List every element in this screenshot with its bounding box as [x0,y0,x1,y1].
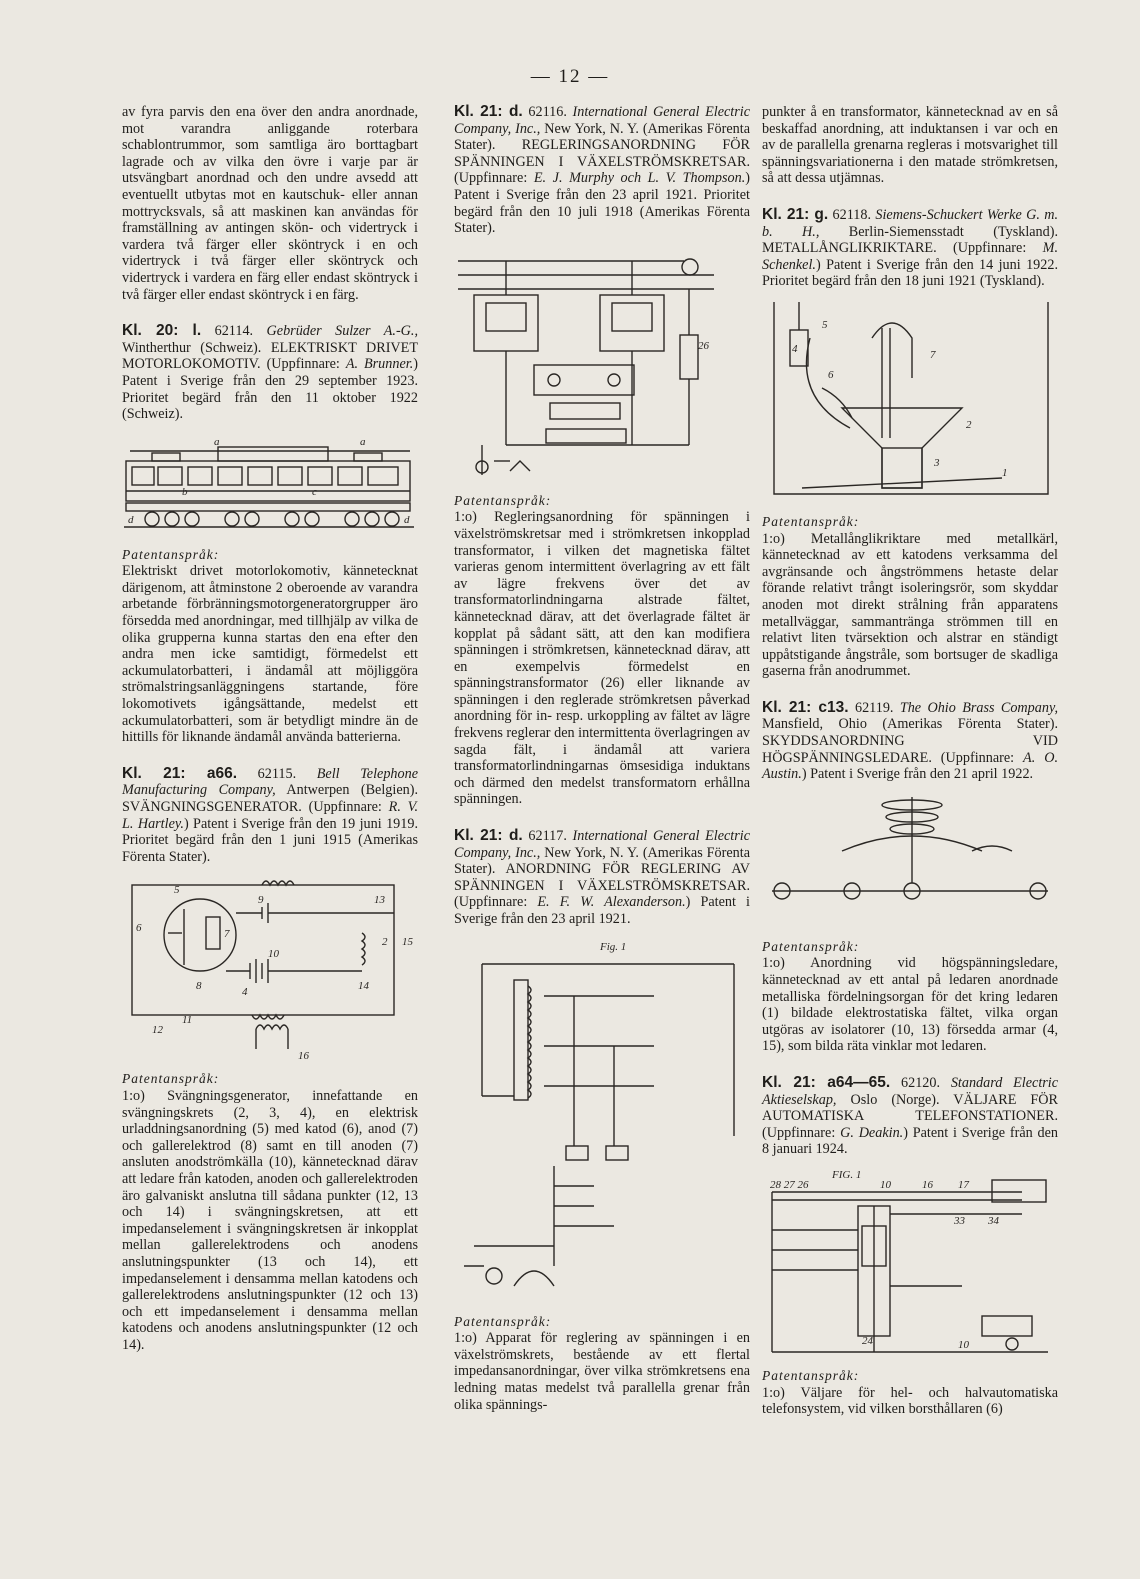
patent-company: Gebrüder Sulzer A.-G., [266,323,419,340]
patent-dates: ) Patent i Sverige från den 19 juni 1919. Prioritet begärd från den 1 juni 1915 (Amerikas Förenta Stater). [122,815,418,865]
continued-text: punkter å en transformator, kännetecknad av en så beskaffad anordning, att induktansen i var och en av de parallella grenarna regleras i motsvarighet till spänningsvariationerna i den matade strömkretsen, så att dessa utjämnas. [762,104,1058,187]
column-3 [762,104,1058,1418]
claim-text: 1:o) Metallånglikriktare med metallkärl, kännetecknad av ett katodens verksamma del avgränsande och ångströmmens hetaste delar förande relativt trångt isoleringsrör, som skyddar anoden mot direkt strålning från apparatens metallväggar, sammantränga strömmen till en relativt liten tvärsektion och alstrar en ständigt uppåtstigande ångstråle, som bortsuger de skadliga gaserna från anodrummet. [762,530,1058,680]
patent-inventor: A. O. Austin. [762,749,1059,783]
patent-number: 62117. [528,828,567,845]
fig-label: 13 [374,894,385,907]
patent-company: Siemens-Schuckert Werke G. m. b. H., [762,206,1059,240]
claims-heading: Patentanspråk: [122,546,220,562]
claims-heading: Patentanspråk: [762,1367,860,1383]
patent-inventor: M. Schenkel. [762,240,1059,273]
patent-dates: ) Patent i Sverige från den 29 september 1923. Prioritet begärd från den 11 oktober 1922 (Schweiz). [122,356,418,423]
fig-label: 1 [1002,466,1008,479]
claim-text: 1:o) Anordning vid högspänningsledare, kännetecknad av ett antal på ledaren anordnade metalliska fördelningsorgan för det kring ledaren (1) bildade elektrostatiska fältet, vilka organ utgöras av isolatorer (10, 13) försedda armar (4, 15), som bilda räta vinklar mot ledaren. [762,955,1058,1055]
regulator-circuit-figure [454,245,750,485]
patent-inventor: G. Deakin. [840,1124,904,1141]
claims-heading: Patentanspråk: [762,938,860,954]
patent-class: Kl. 21: a66. [122,764,238,782]
fig-label: 34 [988,1214,999,1227]
patent-number: 62114. [214,323,254,340]
fig-label: 9 [258,894,264,907]
claim-text: 1:o) Väljare för hel- och halvautomatiska telefonsystem, vid vilken borsthållaren (6) [762,1384,1058,1418]
claims-heading: Patentanspråk: [454,1313,552,1329]
fig-label: 16 [922,1178,933,1191]
page-number: — 12 — [530,66,610,87]
patent-class: Kl. 21: d. [454,827,523,845]
fig-label: 7 [224,928,230,941]
patent-entry-62119 [762,700,1058,1055]
patent-entry-62114 [122,323,418,746]
fig-label: 12 [152,1024,163,1037]
patent-description: Wintherthur (Schweiz). ELEKTRISKT DRIVET MOTORLOKOMOTIV. (Uppfinnare: [122,339,418,373]
fig-label: 10 [958,1338,969,1351]
patent-company: International General Electric Company, Inc., [454,828,751,861]
fig-label: 24 [862,1334,873,1347]
fig-label: 14 [358,980,369,993]
patent-company: Bell Telephone Manufacturing Company, [122,765,418,799]
fig-label: 6 [136,922,142,935]
fig-label: 33 [954,1214,965,1227]
patent-description: Oslo (Norge). VÄLJARE FÖR AUTOMATISKA TELEFONSTATIONER. (Uppfinnare: [762,1091,1058,1141]
fig-label: 7 [930,348,936,361]
telephone-selector-figure [762,1166,1058,1360]
locomotive-figure [122,431,418,539]
fig-label: Fig. 1 [600,940,627,953]
patent-number: 62120. [901,1075,941,1091]
alexanderson-circuit-figure [454,936,750,1306]
patent-dates: ) Patent i Sverige från den 14 juni 1922. Prioritet begärd från den 18 juni 1921 (Tyskland). [762,256,1058,290]
patent-class: Kl. 21: d. [454,103,523,120]
patent-dates: ) Patent i Sverige från den 21 april 1922. [801,766,1034,783]
patent-inventor: E. F. W. Alexanderson. [537,894,686,911]
patent-dates: ) Patent i Sverige från den 8 januari 1924. [762,1124,1059,1158]
patent-dates: ) Patent i Sverige från den 23 april 1921. Prioritet begärd från den 10 juli 1918 (Amerikas Förenta Stater). [454,170,751,237]
patent-class: Kl. 20: l. [122,322,202,340]
fig-label: 5 [174,884,180,897]
patent-company: The Ohio Brass Company, [899,699,1059,716]
patent-description: New York, N. Y. (Amerikas Förenta Stater). ANORDNING FÖR REGLERING AV SPÄNNINGEN I VÄXELSTRÖMSKRETSAR. (Uppfinnare: [454,844,751,911]
claims-heading: Patentanspråk: [454,492,552,508]
rectifier-figure [762,298,1058,506]
fig-label: 15 [402,936,413,949]
fig-label: 28 27 26 [770,1178,809,1191]
fig-label: c [312,485,317,498]
fig-label: a [360,435,366,448]
claim-text: 1:o) Regleringsanordning för spänningen i växelströmskretsar med i strömkretsen inkopplad transformator, i vilken det magnetiska fältet varieras genom intermittent överlagring av ett fält av lägre frekvens över det av transformatorlindningarna alstrade fältet, kännetecknad därav, att det överlagrade fältet är kopplat på sådant sätt, att den kan modifiera spänningen i strömkretsen, kännetecknad därav, att en exempelvis förmedelst en spänningstransformator (26) eller liknande av spänningen i den reglerade strömkretsen påverkad anordning för in- resp. urkoppling av fältet av lägre frekvens reglerar den intermittenta överlagringen av sagda fält, i ändamål att variera transformatorlindningarnas ömsesidiga induktans och därmed den medelst transformatorn erhållna spänningen. [454,509,750,808]
patent-entry-62118 [762,207,1058,680]
patent-entry-62120 [762,1075,1058,1418]
fig-label: 26 [698,339,709,352]
fig-label: 5 [822,318,828,331]
patent-company: International General Electric Company, Inc., [454,104,751,137]
column-1 [122,104,418,1353]
fig-label: d [128,513,134,526]
fig-label: 3 [934,456,940,469]
fig-label: FIG. 1 [832,1168,862,1181]
fig-label: d [404,513,410,526]
fig-label: 16 [298,1050,309,1063]
patent-number: 62118. [832,206,872,223]
patent-class: Kl. 21: c13. [762,698,849,716]
patent-number: 62116. [528,104,567,120]
patent-company: Standard Electric Aktieselskap, [762,1075,1059,1108]
fig-label: 4 [792,342,798,355]
patent-entry-62117 [454,828,750,1413]
claims-heading: Patentanspråk: [762,513,860,529]
patent-inventor: R. V. L. Hartley. [122,799,419,832]
insulator-figure [762,791,1058,931]
claim-text: 1:o) Svängningsgenerator, innefattande en svängningskrets (2, 3, 4), en elektrisk urladdningsanordning (5) med katod (6), anod (7) och gallerelektrod (8) samt en till anoden (7) ansluten anodströmkälla (10), kännetecknad därav att ledare från katoden, anoden och gallerelektroden äro galvaniskt anslutna till sådana punkter (12, 13 och 14) i svängningskretsen, att ett impedanselement i svängningskretsen är inkopplat mellan gallerelektrodens och anodens anslutningspunkter (13 och 14), ett impedanselement i densamma mellan katodens och gallerelektrodens anslutningspunkter (12 och 13) och ett impedanselement i densamma mellan katodens och anodens anslutningspunkter (12 och 14). [122,1087,418,1353]
continued-text: av fyra parvis den ena över den andra anordnade, mot varandra anliggande roterbara schablontrummor, som samtliga äro borttagbart lagrade och av vilka den övre i varje par är utsvängbart anordnad och den undre avsedd att eventuellt utbytas mot en kautschuk- eller annan mottrycksvals, så att maskinen kan användas för framställning av antingen skön- och vidertryck i vardera två färger eller sköntryck i en och vidertryck i två färger eller sköntryck och vidertryck i vardera en färg eller endast sköntryck i två färger eller endast sköntryck i en färg. [122,104,418,303]
patent-description: New York, N. Y. (Amerikas Förenta Stater). REGLERINGSANORDNING FÖR SPÄNNINGEN I VÄXELSTRÖMSKRETSAR. (Uppfinnare: [454,120,751,187]
fig-label: 8 [196,980,202,993]
oscillator-circuit-figure [122,873,418,1063]
fig-label: 10 [880,1178,891,1191]
patent-dates: ) Patent i Sverige från den 23 april 1921. [454,894,750,927]
patent-number: 62115. [257,765,297,782]
patent-number: 62119. [854,699,894,716]
column-2 [454,104,750,1413]
claims-heading: Patentanspråk: [122,1071,220,1087]
fig-label: 10 [268,948,279,961]
fig-label: b [182,485,188,498]
patent-description: Antwerpen (Belgien). SVÄNGNINGSGENERATOR. (Uppfinnare: [122,782,418,815]
fig-label: 6 [828,368,834,381]
claim-text: 1:o) Apparat för reglering av spänningen i en växelströmskrets, bestående av ett flertal impedansanordningar, över vilka strömkretsens ena ledning matas medelst två parallella grenar från olika spännings- [454,1330,750,1413]
fig-label: 11 [182,1014,193,1027]
patent-inventor: A. Brunner. [345,356,414,373]
fig-label: 4 [242,986,248,999]
patent-inventor: E. J. Murphy och L. V. Thompson. [533,170,746,187]
patent-description: Mansfield, Ohio (Amerikas Förenta Stater). SKYDDSANORDNING VID HÖGSPÄNNINGSLEDARE. (Uppfinnare: [762,716,1058,766]
fig-label: 2 [966,418,972,431]
claim-text: Elektriskt drivet motorlokomotiv, kännetecknat därigenom, att åtminstone 2 oberoende av varandra arbetande förbränningsmotorgeneratorgrupper äro försedda med anordningar, med tillhjälp av vilka de olika grupperna kunna startas den ena efter den andra men icke samtidigt, förmedelst ett ackumulatorbatteri, i ändamål att möjliggöra strömalstringsanläggningens startande, före lokomotivets igångsättande, medelst ett ackumulatorbatteri, som är betydligt mindre än de hittills för liknande ändamål använda batterierna. [122,563,418,746]
patent-class: Kl. 21: g. [762,205,829,223]
patent-description: Berlin-Siemensstadt (Tyskland). METALLÅNGLIKRIKTARE. (Uppfinnare: [762,223,1059,257]
fig-label: 17 [958,1178,969,1191]
patent-entry-62115 [122,766,418,1354]
fig-label: a [214,435,220,448]
fig-label: 2 [382,936,388,949]
patent-class: Kl. 21: a64—65. [762,1074,891,1091]
patent-entry-62116 [454,104,750,808]
